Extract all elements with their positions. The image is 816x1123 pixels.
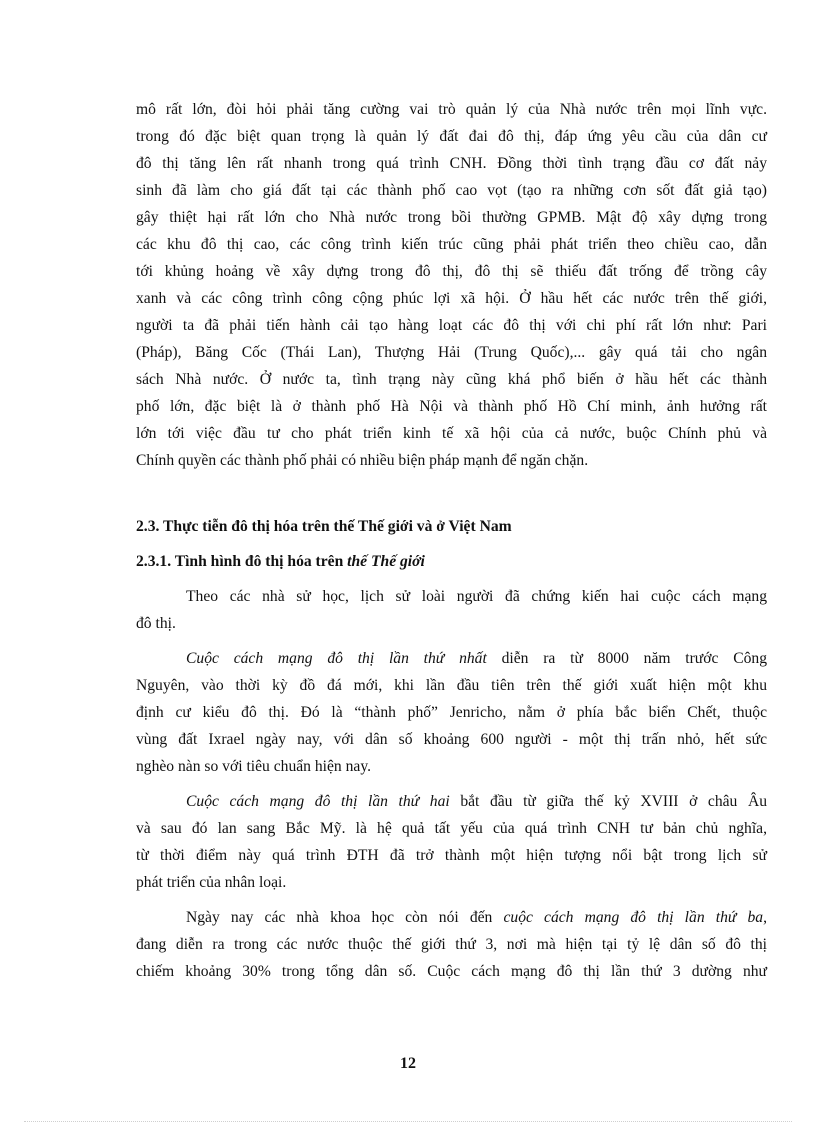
text-span: Ngày nay các nhà khoa học còn nói đến (186, 909, 504, 926)
text-line: đô thị. (136, 615, 176, 632)
text-line: trong đó đặc biệt quan trọng là quản lý đất đai đô thị, đáp ứng yêu cầu của dân cư (136, 128, 767, 145)
text-line: tới khủng hoảng về xây dựng trong đô thị, đô thị sẽ thiếu đất trống để trồng cây (136, 263, 767, 280)
subsection-heading-text: 2.3.1. Tình hình đô thị hóa trên (136, 553, 348, 570)
text-line: từ thời điểm này quá trình ĐTH đã trở thành một hiện tượng nổi bật trong lịch sử (136, 847, 767, 864)
text-line: Theo các nhà sử học, lịch sử loài người đã chứng kiến hai cuộc cách mạng (186, 588, 767, 605)
text-line: (Pháp), Băng Cốc (Thái Lan), Thượng Hải (Trung Quốc),... gây quá tải cho ngân (136, 344, 767, 361)
text-line: phát triển của nhân loại. (136, 874, 287, 891)
text-line: gây thiệt hại rất lớn cho Nhà nước trong bồi thường GPMB. Mật độ xây dựng trong (136, 209, 767, 226)
page-number: 12 (400, 1055, 416, 1072)
text-line: xanh và các công trình công cộng phúc lợi xã hội. Ở hầu hết các nước trên thế giới, (136, 290, 767, 307)
page-bottom-divider (24, 1121, 792, 1122)
subsection-heading (136, 552, 425, 572)
text-line: sách Nhà nước. Ở nước ta, tình trạng này cũng khá phổ biến ở hầu hết các thành (136, 371, 767, 388)
text-line (186, 792, 767, 812)
text-line: sinh đã làm cho giá đất tại các thành phố cao vọt (tạo ra những cơn sốt đất giả tạo) (136, 182, 767, 199)
text-line (186, 649, 767, 669)
text-line: phố lớn, đặc biệt là ở thành phố Hà Nội và thành phố Hồ Chí minh, ảnh hưởng rất (136, 398, 767, 415)
italic-phrase: Cuộc cách mạng đô thị lần thứ nhất (186, 650, 487, 667)
italic-phrase: Cuộc cách mạng đô thị lần thứ hai (186, 793, 450, 810)
text-line: và sau đó lan sang Bắc Mỹ. là hệ quả tất yếu của quá trình CNH tư bản chủ nghĩa, (136, 820, 767, 837)
text-line: đô thị tăng lên rất nhanh trong quá trình CNH. Đồng thời tình trạng đầu cơ đất nảy (136, 155, 767, 172)
text-line: Nguyên, vào thời kỳ đồ đá mới, khi lần đầu tiên trên thế giới xuất hiện một khu (136, 677, 767, 694)
text-line: định cư kiểu đô thị. Đó là “thành phố” Jenricho, nằm ở phía bắc biển Chết, thuộc (136, 704, 767, 721)
text-line: các khu đô thị cao, các công trình kiến trúc cũng phải phát triển theo chiều cao, dẫn (136, 236, 767, 253)
text-span: , (763, 909, 767, 926)
text-line: đang diễn ra trong các nước thuộc thế giới thứ 3, nơi mà hiện tại tỷ lệ dân số đô thị (136, 936, 767, 953)
text-line: lớn tới việc đầu tư cho phát triển kinh tế xã hội của cả nước, buộc Chính phủ và (136, 425, 767, 442)
text-span: bắt đầu từ giữa thế kỷ XVIII ở châu Âu (449, 793, 767, 810)
text-line: chiếm khoảng 30% trong tổng dân số. Cuộc cách mạng đô thị lần thứ 3 dường như (136, 963, 767, 980)
section-heading: 2.3. Thực tiễn đô thị hóa trên thế Thế giới và ở Việt Nam (136, 518, 512, 535)
text-line: người ta đã phải tiến hành cải tạo hàng loạt các đô thị với chi phí rất lớn như: Pari (136, 317, 767, 334)
text-line: nghèo nàn so với tiêu chuẩn hiện nay. (136, 758, 372, 775)
text-line: mô rất lớn, đòi hỏi phải tăng cường vai trò quản lý của Nhà nước trên mọi lĩnh vực. (136, 101, 767, 118)
text-span: diễn ra từ 8000 năm trước Công (486, 650, 767, 667)
text-line (186, 908, 767, 928)
text-line: vùng đất Ixrael ngày nay, với dân số khoảng 600 người - một thị trấn nhỏ, hết sức (136, 731, 767, 748)
subsection-heading-italic: thế Thế giới (347, 553, 425, 570)
italic-phrase: cuộc cách mạng đô thị lần thứ ba (503, 909, 764, 926)
text-line: Chính quyền các thành phố phải có nhiều biện pháp mạnh để ngăn chặn. (136, 452, 589, 469)
